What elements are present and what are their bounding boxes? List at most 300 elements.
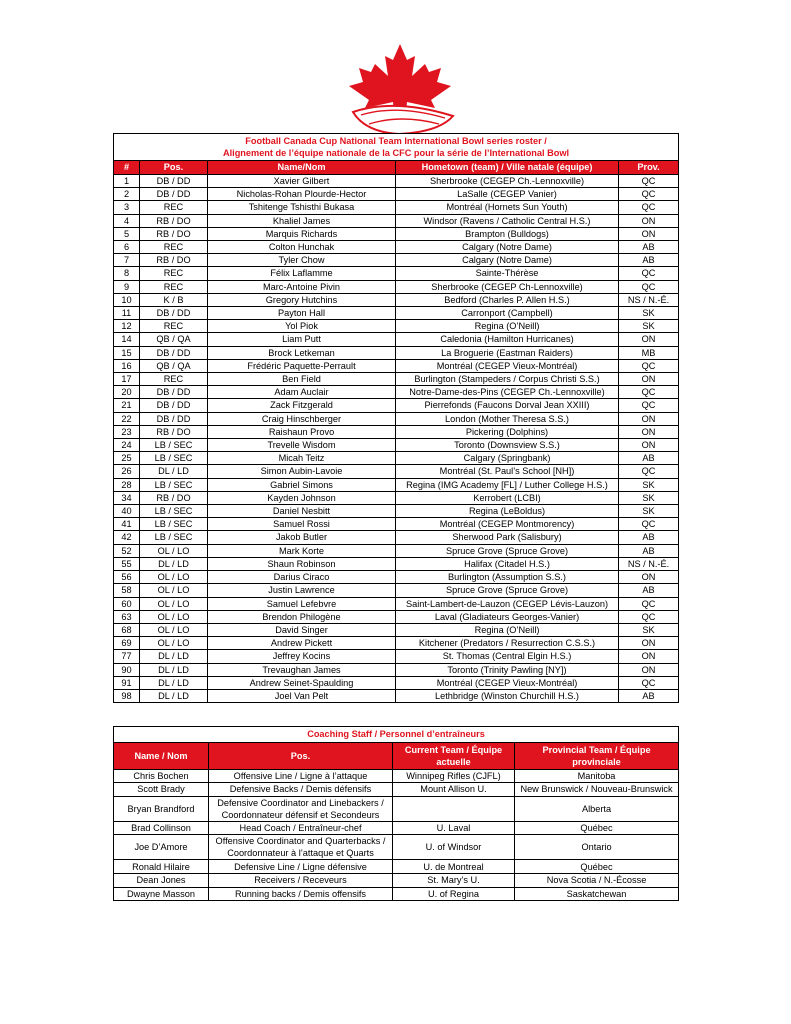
cell-province: ON	[619, 425, 679, 438]
cell-position: RB / DO	[140, 227, 208, 240]
football-canada-logo	[335, 42, 465, 137]
table-row	[114, 425, 679, 438]
table-row	[114, 637, 679, 650]
cell-provincial-team: Saskatchewan	[515, 887, 679, 901]
cell-position: REC	[140, 320, 208, 333]
cell-hometown: Pierrefonds (Faucons Dorval Jean XXIII)	[396, 399, 619, 412]
table-row	[114, 214, 679, 227]
cell-number: 2	[114, 188, 140, 201]
cell-name: Micah Teitz	[208, 452, 396, 465]
cell-province: ON	[619, 373, 679, 386]
table-row	[114, 452, 679, 465]
table-row	[114, 254, 679, 267]
cell-province: AB	[619, 544, 679, 557]
cell-position: OL / LO	[140, 544, 208, 557]
cell-province: QC	[619, 386, 679, 399]
cell-position: REC	[140, 280, 208, 293]
cell-provincial-team: Manitoba	[515, 769, 679, 783]
cell-hometown: Toronto (Trinity Pawling [NY])	[396, 663, 619, 676]
cell-number: 4	[114, 214, 140, 227]
cell-province: ON	[619, 650, 679, 663]
cell-position: DL / LD	[140, 465, 208, 478]
cell-name: Samuel Rossi	[208, 518, 396, 531]
table-row	[114, 201, 679, 214]
cell-province: SK	[619, 623, 679, 636]
table-row	[114, 584, 679, 597]
cell-hometown: Kerrobert (LCBI)	[396, 491, 619, 504]
cell-number: 77	[114, 650, 140, 663]
cell-province: SK	[619, 491, 679, 504]
cell-position: LB / SEC	[140, 478, 208, 491]
table-row	[114, 465, 679, 478]
cell-coach-position: Receivers / Receveurs	[209, 873, 393, 887]
cell-position: RB / DO	[140, 491, 208, 504]
table-row	[114, 531, 679, 544]
cell-name: Craig Hinschberger	[208, 412, 396, 425]
roster-header-row	[114, 161, 679, 175]
table-row	[114, 175, 679, 188]
cell-number: 6	[114, 241, 140, 254]
cell-hometown: Burlington (Stampeders / Corpus Christi S.S.)	[396, 373, 619, 386]
cell-name: Colton Hunchak	[208, 241, 396, 254]
cell-province: AB	[619, 531, 679, 544]
table-row	[114, 557, 679, 570]
cell-position: DL / LD	[140, 663, 208, 676]
cell-number: 16	[114, 359, 140, 372]
cell-current-team: U. of Regina	[393, 887, 515, 901]
cell-position: LB / SEC	[140, 452, 208, 465]
cell-hometown: Toronto (Downsview S.S.)	[396, 439, 619, 452]
cell-position: LB / SEC	[140, 518, 208, 531]
table-row	[114, 597, 679, 610]
cell-name: Jakob Butler	[208, 531, 396, 544]
table-row	[114, 320, 679, 333]
cell-position: DL / LD	[140, 557, 208, 570]
cell-number: 12	[114, 320, 140, 333]
cell-coach-name: Dwayne Masson	[114, 887, 209, 901]
cell-hometown: La Broguerie (Eastman Raiders)	[396, 346, 619, 359]
cell-coach-name: Ronald Hilaire	[114, 860, 209, 874]
cell-provincial-team: Nova Scotia / N.-Écosse	[515, 873, 679, 887]
coaching-title: Coaching Staff / Personnel d’entraîneurs	[114, 727, 679, 743]
cell-number: 91	[114, 676, 140, 689]
cell-number: 41	[114, 518, 140, 531]
cell-position: LB / SEC	[140, 439, 208, 452]
cell-hometown: Saint-Lambert-de-Lauzon (CEGEP Lévis-Lauzon)	[396, 597, 619, 610]
cell-number: 28	[114, 478, 140, 491]
cell-hometown: Montréal (CEGEP Vieux-Montréal)	[396, 676, 619, 689]
cell-hometown: LaSalle (CEGEP Vanier)	[396, 188, 619, 201]
cell-hometown: Lethbridge (Winston Churchill H.S.)	[396, 689, 619, 702]
cell-name: Andrew Pickett	[208, 637, 396, 650]
cell-position: RB / DO	[140, 214, 208, 227]
cell-name: Tshitenge Tshisthi Bukasa	[208, 201, 396, 214]
table-row	[114, 188, 679, 201]
cell-coach-name: Bryan Brandford	[114, 796, 209, 821]
cell-name: Joel Van Pelt	[208, 689, 396, 702]
cell-coach-name: Scott Brady	[114, 783, 209, 797]
cell-hometown: Pickering (Dolphins)	[396, 425, 619, 438]
cell-current-team	[393, 796, 515, 821]
cell-number: 98	[114, 689, 140, 702]
cell-hometown: Montréal (Hornets Sun Youth)	[396, 201, 619, 214]
cell-hometown: Regina (O’Neill)	[396, 623, 619, 636]
cell-name: Samuel Lefebvre	[208, 597, 396, 610]
cell-position: QB / QA	[140, 359, 208, 372]
cell-position: DB / DD	[140, 346, 208, 359]
cell-coach-position: Defensive Coordinator and Linebackers / Coordonnateur défensif et Secondeurs	[209, 796, 393, 821]
cell-province: ON	[619, 571, 679, 584]
cell-number: 63	[114, 610, 140, 623]
cell-hometown: Montréal (CEGEP Vieux-Montréal)	[396, 359, 619, 372]
cell-hometown: Sherbrooke (CEGEP Ch-Lennoxville)	[396, 280, 619, 293]
table-row	[114, 796, 679, 821]
table-row	[114, 650, 679, 663]
cell-hometown: Sherbrooke (CEGEP Ch.-Lennoxville)	[396, 175, 619, 188]
cell-name: Trevelle Wisdom	[208, 439, 396, 452]
roster-body	[114, 175, 679, 703]
cell-coach-position: Defensive Line / Ligne défensive	[209, 860, 393, 874]
column-header-coach-name: Name / Nom	[114, 742, 209, 769]
cell-hometown: Calgary (Springbank)	[396, 452, 619, 465]
cell-name: Yol Piok	[208, 320, 396, 333]
table-row	[114, 412, 679, 425]
cell-position: REC	[140, 201, 208, 214]
table-row	[114, 333, 679, 346]
cell-hometown: Laval (Gladiateurs Georges-Vanier)	[396, 610, 619, 623]
cell-number: 52	[114, 544, 140, 557]
table-row	[114, 623, 679, 636]
cell-province: AB	[619, 452, 679, 465]
cell-name: Marquis Richards	[208, 227, 396, 240]
cell-name: Marc-Antoine Pivin	[208, 280, 396, 293]
cell-current-team: Mount Allison U.	[393, 783, 515, 797]
cell-name: Shaun Robinson	[208, 557, 396, 570]
cell-position: DL / LD	[140, 676, 208, 689]
cell-number: 11	[114, 307, 140, 320]
column-header-position: Pos.	[140, 161, 208, 175]
cell-name: Jeffrey Kocins	[208, 650, 396, 663]
column-header-hometown: Hometown (team) / Ville natale (équipe)	[396, 161, 619, 175]
column-header-number: #	[114, 161, 140, 175]
cell-province: SK	[619, 320, 679, 333]
cell-provincial-team: Québec	[515, 860, 679, 874]
cell-province: ON	[619, 637, 679, 650]
cell-number: 5	[114, 227, 140, 240]
cell-name: Daniel Nesbitt	[208, 505, 396, 518]
table-row	[114, 571, 679, 584]
cell-name: Trevaughan James	[208, 663, 396, 676]
cell-number: 22	[114, 412, 140, 425]
table-row	[114, 439, 679, 452]
cell-hometown: Spruce Grove (Spruce Grove)	[396, 584, 619, 597]
table-row	[114, 783, 679, 797]
cell-name: Simon Aubin-Lavoie	[208, 465, 396, 478]
coaching-staff-table	[113, 726, 679, 901]
roster-title	[114, 134, 679, 161]
cell-province: ON	[619, 412, 679, 425]
cell-position: DL / LD	[140, 689, 208, 702]
cell-hometown: Regina (LeBoldus)	[396, 505, 619, 518]
cell-position: REC	[140, 267, 208, 280]
cell-hometown: London (Mother Theresa S.S.)	[396, 412, 619, 425]
cell-position: OL / LO	[140, 597, 208, 610]
table-row	[114, 544, 679, 557]
cell-province: AB	[619, 584, 679, 597]
cell-coach-position: Running backs / Demis offensifs	[209, 887, 393, 901]
cell-name: Darius Ciraco	[208, 571, 396, 584]
table-row	[114, 346, 679, 359]
cell-name: Tyler Chow	[208, 254, 396, 267]
cell-number: 21	[114, 399, 140, 412]
cell-number: 58	[114, 584, 140, 597]
table-row	[114, 399, 679, 412]
cell-province: SK	[619, 307, 679, 320]
cell-province: QC	[619, 518, 679, 531]
cell-position: DB / DD	[140, 386, 208, 399]
table-row	[114, 518, 679, 531]
cell-hometown: Spruce Grove (Spruce Grove)	[396, 544, 619, 557]
table-row	[114, 293, 679, 306]
cell-provincial-team: Alberta	[515, 796, 679, 821]
table-row	[114, 676, 679, 689]
cell-province: NS / N.-É.	[619, 557, 679, 570]
table-row	[114, 821, 679, 835]
cell-name: Brock Letkeman	[208, 346, 396, 359]
cell-number: 26	[114, 465, 140, 478]
table-row	[114, 860, 679, 874]
cell-position: REC	[140, 373, 208, 386]
cell-hometown: Burlington (Assumption S.S.)	[396, 571, 619, 584]
cell-province: ON	[619, 214, 679, 227]
cell-position: OL / LO	[140, 637, 208, 650]
cell-province: QC	[619, 610, 679, 623]
cell-number: 9	[114, 280, 140, 293]
cell-number: 90	[114, 663, 140, 676]
cell-name: Nicholas-Rohan Plourde-Hector	[208, 188, 396, 201]
cell-coach-position: Offensive Coordinator and Quarterbacks / Coordonnateur à l’attaque et Quarts	[209, 835, 393, 860]
cell-province: QC	[619, 465, 679, 478]
cell-name: Mark Korte	[208, 544, 396, 557]
roster-title-line1: Football Canada Cup National Team International Bowl series roster /	[245, 136, 547, 146]
cell-number: 56	[114, 571, 140, 584]
cell-number: 24	[114, 439, 140, 452]
cell-name: Payton Hall	[208, 307, 396, 320]
table-row	[114, 491, 679, 504]
cell-number: 23	[114, 425, 140, 438]
cell-number: 42	[114, 531, 140, 544]
cell-position: OL / LO	[140, 584, 208, 597]
table-row	[114, 359, 679, 372]
table-row	[114, 873, 679, 887]
cell-number: 1	[114, 175, 140, 188]
cell-hometown: Brampton (Bulldogs)	[396, 227, 619, 240]
roster-table	[113, 133, 679, 703]
cell-position: DL / LD	[140, 650, 208, 663]
cell-position: RB / DO	[140, 254, 208, 267]
cell-hometown: Halifax (Citadel H.S.)	[396, 557, 619, 570]
cell-hometown: Windsor (Ravens / Catholic Central H.S.)	[396, 214, 619, 227]
cell-province: QC	[619, 267, 679, 280]
cell-number: 25	[114, 452, 140, 465]
cell-position: DB / DD	[140, 399, 208, 412]
cell-number: 15	[114, 346, 140, 359]
coaching-header-row	[114, 742, 679, 769]
cell-province: ON	[619, 663, 679, 676]
cell-hometown: St. Thomas (Central Elgin H.S.)	[396, 650, 619, 663]
cell-number: 69	[114, 637, 140, 650]
cell-name: Xavier Gilbert	[208, 175, 396, 188]
cell-hometown: Carronport (Campbell)	[396, 307, 619, 320]
table-row	[114, 307, 679, 320]
cell-name: Gabriel Simons	[208, 478, 396, 491]
cell-province: QC	[619, 676, 679, 689]
cell-coach-name: Chris Bochen	[114, 769, 209, 783]
cell-number: 3	[114, 201, 140, 214]
cell-province: SK	[619, 478, 679, 491]
cell-hometown: Sainte-Thérèse	[396, 267, 619, 280]
cell-name: David Singer	[208, 623, 396, 636]
cell-current-team: Winnipeg Rifles (CJFL)	[393, 769, 515, 783]
cell-province: AB	[619, 254, 679, 267]
cell-province: ON	[619, 333, 679, 346]
cell-number: 10	[114, 293, 140, 306]
cell-name: Justin Lawrence	[208, 584, 396, 597]
cell-coach-position: Head Coach / Entraîneur-chef	[209, 821, 393, 835]
table-row	[114, 769, 679, 783]
cell-province: QC	[619, 175, 679, 188]
cell-province: QC	[619, 597, 679, 610]
cell-hometown: Notre-Dame-des-Pins (CEGEP Ch.-Lennoxville)	[396, 386, 619, 399]
column-header-name: Name/Nom	[208, 161, 396, 175]
cell-number: 34	[114, 491, 140, 504]
cell-name: Raishaun Provo	[208, 425, 396, 438]
table-row	[114, 373, 679, 386]
cell-number: 68	[114, 623, 140, 636]
column-header-coach-position: Pos.	[209, 742, 393, 769]
cell-position: REC	[140, 241, 208, 254]
cell-name: Ben Field	[208, 373, 396, 386]
table-row	[114, 663, 679, 676]
cell-province: QC	[619, 280, 679, 293]
cell-name: Gregory Hutchins	[208, 293, 396, 306]
cell-current-team: U. of Windsor	[393, 835, 515, 860]
cell-coach-position: Defensive Backs / Demis défensifs	[209, 783, 393, 797]
column-header-provincial-team: Provincial Team / Équipe provinciale	[515, 742, 679, 769]
cell-province: MB	[619, 346, 679, 359]
cell-hometown: Bedford (Charles P. Allen H.S.)	[396, 293, 619, 306]
cell-current-team: U. Laval	[393, 821, 515, 835]
cell-coach-name: Dean Jones	[114, 873, 209, 887]
cell-province: ON	[619, 439, 679, 452]
cell-hometown: Montréal (St. Paul’s School [NH])	[396, 465, 619, 478]
cell-hometown: Calgary (Notre Dame)	[396, 254, 619, 267]
cell-position: QB / QA	[140, 333, 208, 346]
cell-number: 40	[114, 505, 140, 518]
table-row	[114, 227, 679, 240]
cell-hometown: Calgary (Notre Dame)	[396, 241, 619, 254]
cell-coach-name: Joe D’Amore	[114, 835, 209, 860]
cell-provincial-team: Ontario	[515, 835, 679, 860]
cell-number: 60	[114, 597, 140, 610]
cell-name: Zack Fitzgerald	[208, 399, 396, 412]
cell-name: Liam Putt	[208, 333, 396, 346]
table-row	[114, 610, 679, 623]
table-row	[114, 386, 679, 399]
table-row	[114, 505, 679, 518]
cell-hometown: Montréal (CEGEP Montmorency)	[396, 518, 619, 531]
cell-hometown: Regina (O’Neill)	[396, 320, 619, 333]
cell-hometown: Caledonia (Hamilton Hurricanes)	[396, 333, 619, 346]
cell-position: DB / DD	[140, 175, 208, 188]
table-row	[114, 689, 679, 702]
cell-position: OL / LO	[140, 571, 208, 584]
cell-number: 8	[114, 267, 140, 280]
cell-province: QC	[619, 201, 679, 214]
cell-coach-position: Offensive Line / Ligne à l’attaque	[209, 769, 393, 783]
cell-name: Félix Laflamme	[208, 267, 396, 280]
coaching-body	[114, 769, 679, 901]
cell-name: Kayden Johnson	[208, 491, 396, 504]
cell-province: SK	[619, 505, 679, 518]
cell-name: Brendon Philogène	[208, 610, 396, 623]
cell-name: Andrew Seinet-Spaulding	[208, 676, 396, 689]
cell-hometown: Regina (IMG Academy [FL] / Luther College H.S.)	[396, 478, 619, 491]
cell-number: 55	[114, 557, 140, 570]
cell-number: 7	[114, 254, 140, 267]
cell-current-team: St. Mary’s U.	[393, 873, 515, 887]
table-row	[114, 241, 679, 254]
cell-position: DB / DD	[140, 412, 208, 425]
cell-province: AB	[619, 241, 679, 254]
cell-hometown: Sherwood Park (Salisbury)	[396, 531, 619, 544]
cell-current-team: U. de Montreal	[393, 860, 515, 874]
cell-province: NS / N.-É.	[619, 293, 679, 306]
cell-hometown: Kitchener (Predators / Resurrection C.S.S.)	[396, 637, 619, 650]
cell-position: DB / DD	[140, 188, 208, 201]
cell-province: QC	[619, 399, 679, 412]
cell-provincial-team: New Brunswick / Nouveau-Brunswick	[515, 783, 679, 797]
cell-province: QC	[619, 359, 679, 372]
cell-position: OL / LO	[140, 610, 208, 623]
cell-name: Khaliel James	[208, 214, 396, 227]
cell-number: 14	[114, 333, 140, 346]
column-header-current-team: Current Team / Équipe actuelle	[393, 742, 515, 769]
cell-position: LB / SEC	[140, 531, 208, 544]
cell-province: AB	[619, 689, 679, 702]
cell-position: K / B	[140, 293, 208, 306]
cell-provincial-team: Québec	[515, 821, 679, 835]
football-swoosh-icon	[353, 106, 453, 134]
cell-position: DB / DD	[140, 307, 208, 320]
cell-number: 17	[114, 373, 140, 386]
table-row	[114, 835, 679, 860]
table-row	[114, 280, 679, 293]
cell-province: QC	[619, 188, 679, 201]
cell-province: ON	[619, 227, 679, 240]
cell-position: RB / DO	[140, 425, 208, 438]
cell-name: Adam Auclair	[208, 386, 396, 399]
cell-coach-name: Brad Collinson	[114, 821, 209, 835]
table-row	[114, 478, 679, 491]
cell-number: 20	[114, 386, 140, 399]
table-row	[114, 887, 679, 901]
cell-position: LB / SEC	[140, 505, 208, 518]
cell-name: Frédéric Paquette-Perrault	[208, 359, 396, 372]
roster-title-line2: Alignement de l’équipe nationale de la CFC pour la série de l’International Bowl	[222, 148, 570, 158]
column-header-province: Prov.	[619, 161, 679, 175]
cell-position: OL / LO	[140, 623, 208, 636]
